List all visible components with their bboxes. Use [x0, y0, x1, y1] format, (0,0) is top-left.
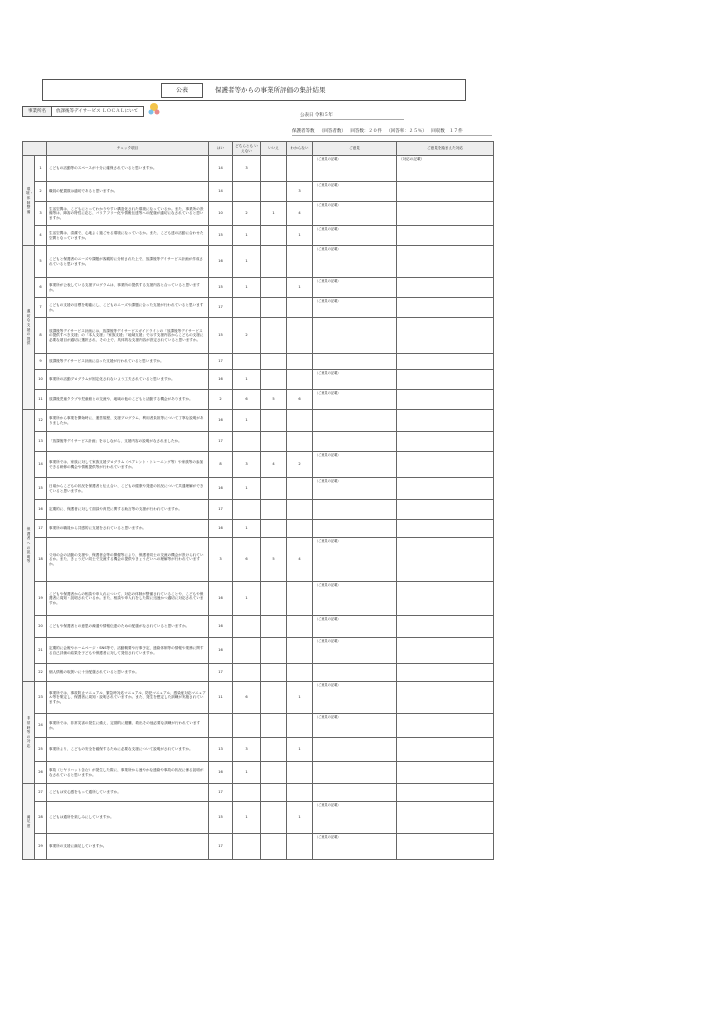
- table-row: [23, 318, 494, 354]
- count-no: 5: [261, 390, 287, 410]
- check-item-text: こどもの活動等のスペースが十分に確保されていると思いますか。: [47, 156, 209, 182]
- count-unknown: [287, 784, 313, 802]
- item-number: 18: [35, 538, 47, 582]
- response-cell: [397, 432, 494, 452]
- count-unknown: 1: [287, 682, 313, 714]
- response-cell: [397, 478, 494, 500]
- response-cell: [397, 370, 494, 390]
- check-item-text: 定期的に、保護者に対して面談や育児に関する助言等の支援が行われていますか。: [47, 500, 209, 520]
- count-yes: 16: [209, 410, 233, 432]
- response-cell: [397, 664, 494, 682]
- header-blank: [23, 142, 47, 156]
- comment-cell: （ご意見の記載）: [313, 202, 397, 226]
- count-neither: 2: [233, 202, 261, 226]
- comment-cell: [313, 410, 397, 432]
- table-row: [23, 278, 494, 298]
- publication-tag: 公表: [161, 83, 203, 98]
- category-label: [23, 246, 35, 410]
- item-number: 7: [35, 298, 47, 318]
- item-number: 24: [35, 714, 47, 738]
- response-cell: [397, 202, 494, 226]
- check-item-text: こどもや保護者からの相談や申入れについて、対応の体制が整備されていることや、こどもや保護者に周知・説明されているか。また、相談や申入れをした際に迅速かつ適切に対応されていますか。: [47, 582, 209, 616]
- count-unknown: [287, 714, 313, 738]
- check-item-text: こどもは安心感をもって通所していますか。: [47, 784, 209, 802]
- comment-cell: （ご意見の記載）: [313, 278, 397, 298]
- item-number: 16: [35, 500, 47, 520]
- count-neither: 2: [233, 318, 261, 354]
- response-cell: [397, 452, 494, 478]
- count-yes: 3: [209, 538, 233, 582]
- check-item-text: 事故（ヒヤリハット含む）が発生した際に、事業所から速やかな連絡や事故の状況に係る説明がなされていると思いますか。: [47, 762, 209, 784]
- response-cell: （対応の記載）: [397, 156, 494, 182]
- count-unknown: [287, 354, 313, 370]
- response-cell: [397, 682, 494, 714]
- count-yes: 15: [209, 802, 233, 834]
- count-neither: 1: [233, 762, 261, 784]
- stat-0: 保護者等数: [292, 129, 315, 134]
- table-row: [23, 834, 494, 860]
- table-header-row: [23, 142, 494, 156]
- comment-cell: （ご意見の記載）: [313, 802, 397, 834]
- comment-cell: [313, 432, 397, 452]
- count-neither: 1: [233, 370, 261, 390]
- header-yes: はい: [209, 142, 233, 156]
- category-label: [23, 682, 35, 784]
- count-neither: [233, 616, 261, 638]
- check-item-text: 事業所から事業を開始時に、運営規程、支援プログラム、利用者負担等について丁寧な説明がありましたか。: [47, 410, 209, 432]
- count-unknown: [287, 520, 313, 538]
- count-no: [261, 682, 287, 714]
- count-no: [261, 370, 287, 390]
- table-row: [23, 182, 494, 202]
- business-name: 放課後等デイサービス ＬＯＣＡＬにいて: [52, 106, 144, 117]
- item-number: 15: [35, 478, 47, 500]
- count-neither: [233, 664, 261, 682]
- check-item-text: 放課後等デイサービス計画に沿った支援が行われていると思いますか。: [47, 354, 209, 370]
- count-neither: 6: [233, 390, 261, 410]
- item-number: 5: [35, 246, 47, 278]
- table-row: [23, 664, 494, 682]
- count-unknown: [287, 156, 313, 182]
- count-neither: 1: [233, 410, 261, 432]
- category-text: 環境・体制整備: [26, 186, 34, 214]
- response-cell: [397, 354, 494, 370]
- comment-cell: [313, 784, 397, 802]
- stat-3: （回答率：２５％）: [386, 129, 427, 134]
- table-row: [23, 390, 494, 410]
- comment-cell: （ご意見の記載）: [313, 156, 397, 182]
- count-no: [261, 638, 287, 664]
- response-cell: [397, 226, 494, 246]
- table-row: [23, 714, 494, 738]
- count-yes: 17: [209, 354, 233, 370]
- table-row: [23, 762, 494, 784]
- item-number: 10: [35, 370, 47, 390]
- respondent-stats: [292, 128, 466, 134]
- count-yes: 16: [209, 478, 233, 500]
- count-unknown: [287, 664, 313, 682]
- count-unknown: 2: [287, 452, 313, 478]
- count-unknown: [287, 432, 313, 452]
- comment-cell: （ご意見の記載）: [313, 478, 397, 500]
- count-neither: 1: [233, 226, 261, 246]
- item-number: 29: [35, 834, 47, 860]
- publish-date: [300, 112, 333, 118]
- table-row: [23, 500, 494, 520]
- check-item-text: こどもや保護者との意思の疎通や情報伝達のための配慮がなされていると思いますか。: [47, 616, 209, 638]
- item-number: 1: [35, 156, 47, 182]
- count-neither: 6: [233, 538, 261, 582]
- count-no: [261, 738, 287, 762]
- count-yes: 8: [209, 452, 233, 478]
- table-row: [23, 410, 494, 432]
- response-cell: [397, 582, 494, 616]
- count-no: [261, 520, 287, 538]
- comment-cell: [313, 318, 397, 354]
- count-neither: 1: [233, 478, 261, 500]
- table-row: [23, 738, 494, 762]
- stats-underline: [292, 135, 492, 136]
- count-yes: 16: [209, 582, 233, 616]
- count-unknown: [287, 478, 313, 500]
- count-yes: 15: [209, 226, 233, 246]
- count-unknown: 4: [287, 538, 313, 582]
- comment-cell: [313, 354, 397, 370]
- count-neither: [233, 500, 261, 520]
- comment-cell: [313, 500, 397, 520]
- comment-cell: （ご意見の記載）: [313, 616, 397, 638]
- count-no: 1: [261, 202, 287, 226]
- check-item-text: 事業所が公表している支援プログラムは、事業所の提供する支援内容と合っていると思いますか。: [47, 278, 209, 298]
- count-yes: 16: [209, 370, 233, 390]
- header-comment: ご意見: [313, 142, 397, 156]
- table-row: [23, 354, 494, 370]
- count-yes: [209, 714, 233, 738]
- item-number: 26: [35, 762, 47, 784]
- count-no: [261, 802, 287, 834]
- table-row: [23, 226, 494, 246]
- check-item-text: 事業所の支援に満足していますか。: [47, 834, 209, 860]
- count-yes: 17: [209, 432, 233, 452]
- count-unknown: [287, 410, 313, 432]
- comment-cell: （ご意見の記載）: [313, 182, 397, 202]
- item-number: 13: [35, 432, 47, 452]
- check-item-text: 定期的に会報やホームページ・SNS等で、活動概要や行事予定、連絡体制等の情報や業務に関する自己評価の結果を子どもや保護者に対して発信されていますか。: [47, 638, 209, 664]
- response-cell: [397, 714, 494, 738]
- table-row: [23, 246, 494, 278]
- count-neither: 1: [233, 520, 261, 538]
- comment-cell: [313, 762, 397, 784]
- count-neither: [233, 784, 261, 802]
- count-neither: 6: [233, 682, 261, 714]
- response-cell: [397, 500, 494, 520]
- count-neither: 1: [233, 278, 261, 298]
- table-row: [23, 156, 494, 182]
- count-no: [261, 432, 287, 452]
- count-unknown: [287, 318, 313, 354]
- count-unknown: 1: [287, 278, 313, 298]
- category-text: 適切な支援の提供: [26, 309, 31, 346]
- count-neither: [233, 638, 261, 664]
- item-number: 20: [35, 616, 47, 638]
- count-no: [261, 478, 287, 500]
- comment-cell: （ご意見の記載）: [313, 638, 397, 664]
- count-no: [261, 298, 287, 318]
- check-item-text: 事業所では、事故防止マニュアル、緊急時対応マニュアル、防犯マニュアル、感染症対応マニュアル等を策定し、保護者に周知・説明されていますか。また、発生を想定した訓練が実施されていますか。: [47, 682, 209, 714]
- count-yes: 15: [209, 278, 233, 298]
- response-cell: [397, 738, 494, 762]
- count-neither: 3: [233, 452, 261, 478]
- item-number: 27: [35, 784, 47, 802]
- count-unknown: [287, 834, 313, 860]
- item-number: 4: [35, 226, 47, 246]
- comment-cell: [313, 738, 397, 762]
- count-yes: 16: [209, 520, 233, 538]
- item-number: 23: [35, 682, 47, 714]
- count-unknown: [287, 370, 313, 390]
- evaluation-table: [22, 141, 494, 860]
- publish-date-label: 公表日: [300, 113, 314, 118]
- item-number: 8: [35, 318, 47, 354]
- check-item-text: 事業所の活動プログラムが固定化されないよう工夫されていると思いますか。: [47, 370, 209, 390]
- response-cell: [397, 298, 494, 318]
- count-neither: [233, 834, 261, 860]
- item-number: 9: [35, 354, 47, 370]
- response-cell: [397, 834, 494, 860]
- response-cell: [397, 520, 494, 538]
- check-item-text: 事業所より、こどもの安全を確保するために必要な支援について説明がされていますか。: [47, 738, 209, 762]
- count-no: [261, 226, 287, 246]
- publish-date-value: 令和５年: [314, 113, 333, 118]
- table-row: [23, 784, 494, 802]
- count-no: [261, 784, 287, 802]
- table-row: [23, 520, 494, 538]
- response-cell: [397, 538, 494, 582]
- category-text: 非常時等の対応: [26, 716, 31, 748]
- count-unknown: 6: [287, 390, 313, 410]
- check-item-text: 父母の会の活動の支援や、保護者会等の開催等により、保護者同士の交流の機会が設けられているか。また、きょうだい同士で交流する機会の提供やきょうだいへの理解等が行われていますか。: [47, 538, 209, 582]
- table-row: [23, 682, 494, 714]
- comment-cell: （ご意見の記載）: [313, 834, 397, 860]
- count-no: [261, 616, 287, 638]
- comment-cell: （ご意見の記載）: [313, 538, 397, 582]
- count-yes: 16: [209, 638, 233, 664]
- business-label: 事業所名: [22, 106, 52, 117]
- category-text: 満足度: [26, 814, 31, 828]
- count-no: [261, 714, 287, 738]
- stat-4: 回収数: [431, 129, 445, 134]
- title-box: [42, 79, 466, 101]
- table-row: [23, 452, 494, 478]
- table-row: [23, 202, 494, 226]
- item-number: 3: [35, 202, 47, 226]
- count-no: [261, 246, 287, 278]
- table-row: [23, 432, 494, 452]
- comment-cell: [313, 520, 397, 538]
- count-unknown: [287, 500, 313, 520]
- count-no: 5: [261, 538, 287, 582]
- count-unknown: 4: [287, 202, 313, 226]
- count-neither: 1: [233, 802, 261, 834]
- check-item-text: こどもは通所を楽しみにしていますか。: [47, 802, 209, 834]
- response-cell: [397, 762, 494, 784]
- count-no: [261, 500, 287, 520]
- count-no: [261, 182, 287, 202]
- category-label: [23, 156, 35, 246]
- count-yes: 17: [209, 500, 233, 520]
- count-neither: [233, 354, 261, 370]
- count-neither: 1: [233, 582, 261, 616]
- check-item-text: 職員の配置数は適切であると思いますか。: [47, 182, 209, 202]
- item-number: 2: [35, 182, 47, 202]
- category-label: [23, 410, 35, 682]
- count-yes: 13: [209, 738, 233, 762]
- count-no: [261, 318, 287, 354]
- count-unknown: [287, 638, 313, 664]
- check-item-text: 日頃からこどもの状況を保護者と伝え合い、こどもの健康や発達の状況について共通理解ができていると思いますか。: [47, 478, 209, 500]
- header-neither: どちらとも いえない: [233, 142, 261, 156]
- count-yes: 17: [209, 834, 233, 860]
- response-cell: [397, 410, 494, 432]
- count-neither: [233, 432, 261, 452]
- comment-cell: （ご意見の記載）: [313, 582, 397, 616]
- document-title: 保護者等からの事業所評価の集計結果: [215, 86, 326, 94]
- count-unknown: 1: [287, 802, 313, 834]
- count-yes: 11: [209, 682, 233, 714]
- count-no: [261, 410, 287, 432]
- count-no: [261, 762, 287, 784]
- count-no: [261, 582, 287, 616]
- table-row: [23, 478, 494, 500]
- category-label: [23, 784, 35, 860]
- check-item-text: 事業所の職員から共感的に支援をされていると思いますか。: [47, 520, 209, 538]
- check-item-text: 事業所では、非常災害の発生に備え、定期的に避難、救出その他必要な訓練が行われていますか。: [47, 714, 209, 738]
- response-cell: [397, 784, 494, 802]
- item-number: 25: [35, 738, 47, 762]
- header-no: いいえ: [261, 142, 287, 156]
- comment-cell: （ご意見の記載）: [313, 370, 397, 390]
- count-yes: 17: [209, 298, 233, 318]
- stat-5: １７件: [449, 129, 463, 134]
- response-cell: [397, 182, 494, 202]
- count-neither: [233, 714, 261, 738]
- item-number: 19: [35, 582, 47, 616]
- check-item-text: 事業所では、家族に対して家族支援プログラム（ペアレント・トレーニング等）や家族等の参加できる研修の機会や情報提供等が行われていますか。: [47, 452, 209, 478]
- header-response: ご意見を踏まえた対応: [397, 142, 494, 156]
- check-item-text: 個人情報の取扱いに十分配慮されていると思いますか。: [47, 664, 209, 682]
- table-row: [23, 638, 494, 664]
- count-yes: 15: [209, 318, 233, 354]
- count-no: 4: [261, 452, 287, 478]
- comment-cell: [313, 664, 397, 682]
- item-number: 14: [35, 452, 47, 478]
- count-unknown: 1: [287, 226, 313, 246]
- comment-cell: （ご意見の記載）: [313, 226, 397, 246]
- count-yes: 16: [209, 616, 233, 638]
- check-item-text: 放課後児童クラブや児童館との交流や、地域の他のこどもと活動する機会がありますか。: [47, 390, 209, 410]
- check-item-text: 生活空間は、清潔で、心地よく過ごせる環境になっているか。また、こども達の活動に合わせた空間となっていますか。: [47, 226, 209, 246]
- count-no: [261, 834, 287, 860]
- item-number: 12: [35, 410, 47, 432]
- count-unknown: [287, 616, 313, 638]
- stat-1: （回答者数）: [318, 129, 346, 134]
- count-unknown: [287, 246, 313, 278]
- count-unknown: 3: [287, 182, 313, 202]
- count-no: [261, 664, 287, 682]
- check-item-text: 生活空間は、こどもにとってわかりやすい構造化された環境になっているか。また、事業所の設備等は、障害の特性に応じ、バリアフリー化や情報伝達等への配慮が適切になされていると思いますか。: [47, 202, 209, 226]
- count-yes: 17: [209, 784, 233, 802]
- table-row: [23, 370, 494, 390]
- stat-2: 回答数：２０件: [350, 129, 382, 134]
- check-item-text: こどもの支援の目標を明確にし、こどものニーズや課題に合った支援が行われていると思いますか。: [47, 298, 209, 318]
- count-yes: 10: [209, 202, 233, 226]
- response-cell: [397, 246, 494, 278]
- table-row: [23, 616, 494, 638]
- count-yes: 14: [209, 182, 233, 202]
- count-unknown: [287, 762, 313, 784]
- comment-cell: （ご意見の記載）: [313, 390, 397, 410]
- check-item-text: 放課後等デイサービス計画には、放課後等デイサービスガイドラインの「放課後等デイサービスの提供すべき支援」の「本人支援」「家族支援」「地域支援」で示す支援内容からこどもの支援に必要な項目が適切に選択され、その上で、具体的な支援内容が設定されていると思いますか。: [47, 318, 209, 354]
- table-row: [23, 582, 494, 616]
- response-cell: [397, 616, 494, 638]
- count-yes: 16: [209, 762, 233, 784]
- count-unknown: [287, 582, 313, 616]
- comment-cell: （ご意見の記載）: [313, 246, 397, 278]
- item-number: 11: [35, 390, 47, 410]
- header-unknown: わからない: [287, 142, 313, 156]
- count-yes: 2: [209, 390, 233, 410]
- item-number: 28: [35, 802, 47, 834]
- header-check-item: チェック項目: [47, 142, 209, 156]
- count-neither: [233, 298, 261, 318]
- response-cell: [397, 802, 494, 834]
- check-item-text: こどもと保護者のニーズや課題が客観的に分析された上で、放課後等デイサービス計画が作成されていると思いますか。: [47, 246, 209, 278]
- count-neither: [233, 182, 261, 202]
- comment-cell: （ご意見の記載）: [313, 682, 397, 714]
- check-item-text: 「放課後等デイサービス計画」を示しながら、支援内容の説明がなされましたか。: [47, 432, 209, 452]
- comment-cell: （ご意見の記載）: [313, 714, 397, 738]
- business-logo-icon: [146, 101, 162, 117]
- item-number: 21: [35, 638, 47, 664]
- count-unknown: [287, 298, 313, 318]
- count-neither: 3: [233, 738, 261, 762]
- count-no: [261, 354, 287, 370]
- count-yes: 17: [209, 664, 233, 682]
- item-number: 17: [35, 520, 47, 538]
- response-cell: [397, 318, 494, 354]
- comment-cell: （ご意見の記載）: [313, 298, 397, 318]
- table-row: [23, 802, 494, 834]
- comment-cell: （ご意見の記載）: [313, 452, 397, 478]
- count-yes: 16: [209, 246, 233, 278]
- table-row: [23, 298, 494, 318]
- item-number: 6: [35, 278, 47, 298]
- count-unknown: 1: [287, 738, 313, 762]
- item-number: 22: [35, 664, 47, 682]
- category-text: 保護者への説明等: [26, 527, 31, 564]
- response-cell: [397, 638, 494, 664]
- response-cell: [397, 390, 494, 410]
- publish-date-underline: [300, 119, 404, 120]
- count-no: [261, 278, 287, 298]
- count-yes: 14: [209, 156, 233, 182]
- count-neither: 3: [233, 156, 261, 182]
- count-neither: 1: [233, 246, 261, 278]
- table-row: [23, 538, 494, 582]
- response-cell: [397, 278, 494, 298]
- count-no: [261, 156, 287, 182]
